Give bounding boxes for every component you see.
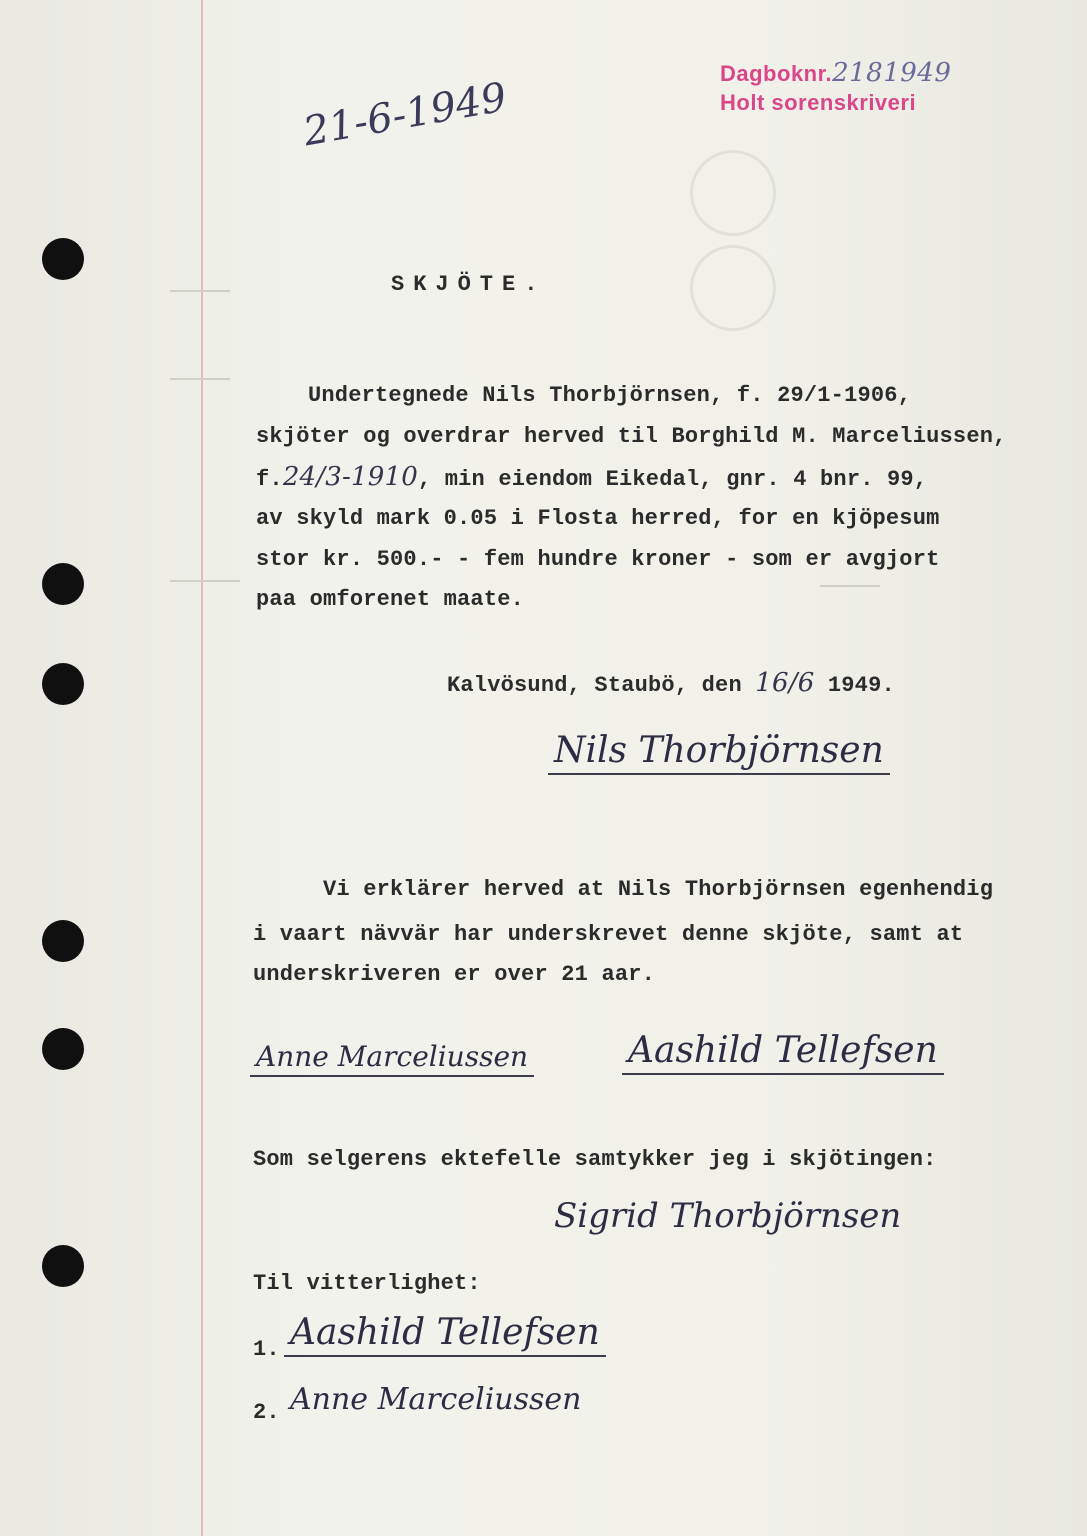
show-through-mark [690, 245, 776, 331]
attest-number: 2. [253, 1400, 280, 1425]
body-line: stor kr. 500.- - fem hundre kroner - som er avgjort [256, 547, 940, 572]
show-through-line [170, 378, 230, 380]
punch-hole [42, 663, 84, 705]
body-line: skjöter og overdrar herved til Borghild M. Marceliussen, [256, 424, 1007, 449]
body-line: paa omforenet maate. [256, 587, 525, 612]
attest-label: Til vitterlighet: [253, 1271, 481, 1296]
margin-line [201, 0, 203, 1536]
punch-hole [42, 920, 84, 962]
declaration-line: underskriveren er over 21 aar. [253, 962, 656, 987]
stamp-prefix: Dagboknr. [720, 61, 833, 86]
show-through-mark [690, 150, 776, 236]
witness-signature: Anne Marceliussen [250, 1040, 534, 1077]
declaration-line: Vi erklärer herved at Nils Thorbjörnsen egenhendig [323, 877, 994, 902]
punch-hole [42, 1028, 84, 1070]
show-through-line [170, 290, 230, 292]
seller-signature: Nils Thorbjörnsen [548, 730, 890, 775]
consent-text: Som selgerens ektefelle samtykker jeg i skjötingen: [253, 1147, 937, 1172]
show-through-line [820, 585, 880, 587]
place-date-year: 1949. [827, 673, 895, 698]
witness-signature: Aashild Tellefsen [622, 1030, 944, 1075]
registry-stamp-line2: Holt sorenskriveri [720, 90, 917, 115]
handwritten-day: 16/6 [755, 668, 815, 698]
show-through-line [170, 580, 240, 582]
handwritten-birthdate: 24/3-1910 [282, 462, 418, 492]
registry-stamp-line1 [720, 58, 951, 88]
place-date [447, 668, 895, 698]
spouse-signature: Sigrid Thorbjörnsen [554, 1196, 902, 1236]
body-line: Undertegnede Nils Thorbjörnsen, f. 29/1-1906, [308, 383, 912, 408]
body-line-dob [256, 462, 927, 492]
punch-hole [42, 1245, 84, 1287]
punch-hole [42, 238, 84, 280]
attest-number: 1. [253, 1337, 280, 1362]
document-title: SKJÖTE. [391, 272, 547, 297]
body-rest: , min eiendom Eikedal, gnr. 4 bnr. 99, [417, 467, 928, 492]
stamp-number-handwritten: 2181949 [832, 58, 952, 88]
handwritten-date: 21-6-1949 [300, 74, 511, 156]
attest-signature: Anne Marceliussen [290, 1382, 582, 1417]
body-prefix: f. [256, 467, 283, 492]
body-line: av skyld mark 0.05 i Flosta herred, for en kjöpesum [256, 506, 940, 531]
declaration-line: i vaart nävvär har underskrevet denne skjöte, samt at [253, 922, 964, 947]
attest-signature: Aashild Tellefsen [284, 1312, 606, 1357]
punch-hole [42, 563, 84, 605]
place-date-prefix: Kalvösund, Staubö, den [447, 673, 742, 698]
